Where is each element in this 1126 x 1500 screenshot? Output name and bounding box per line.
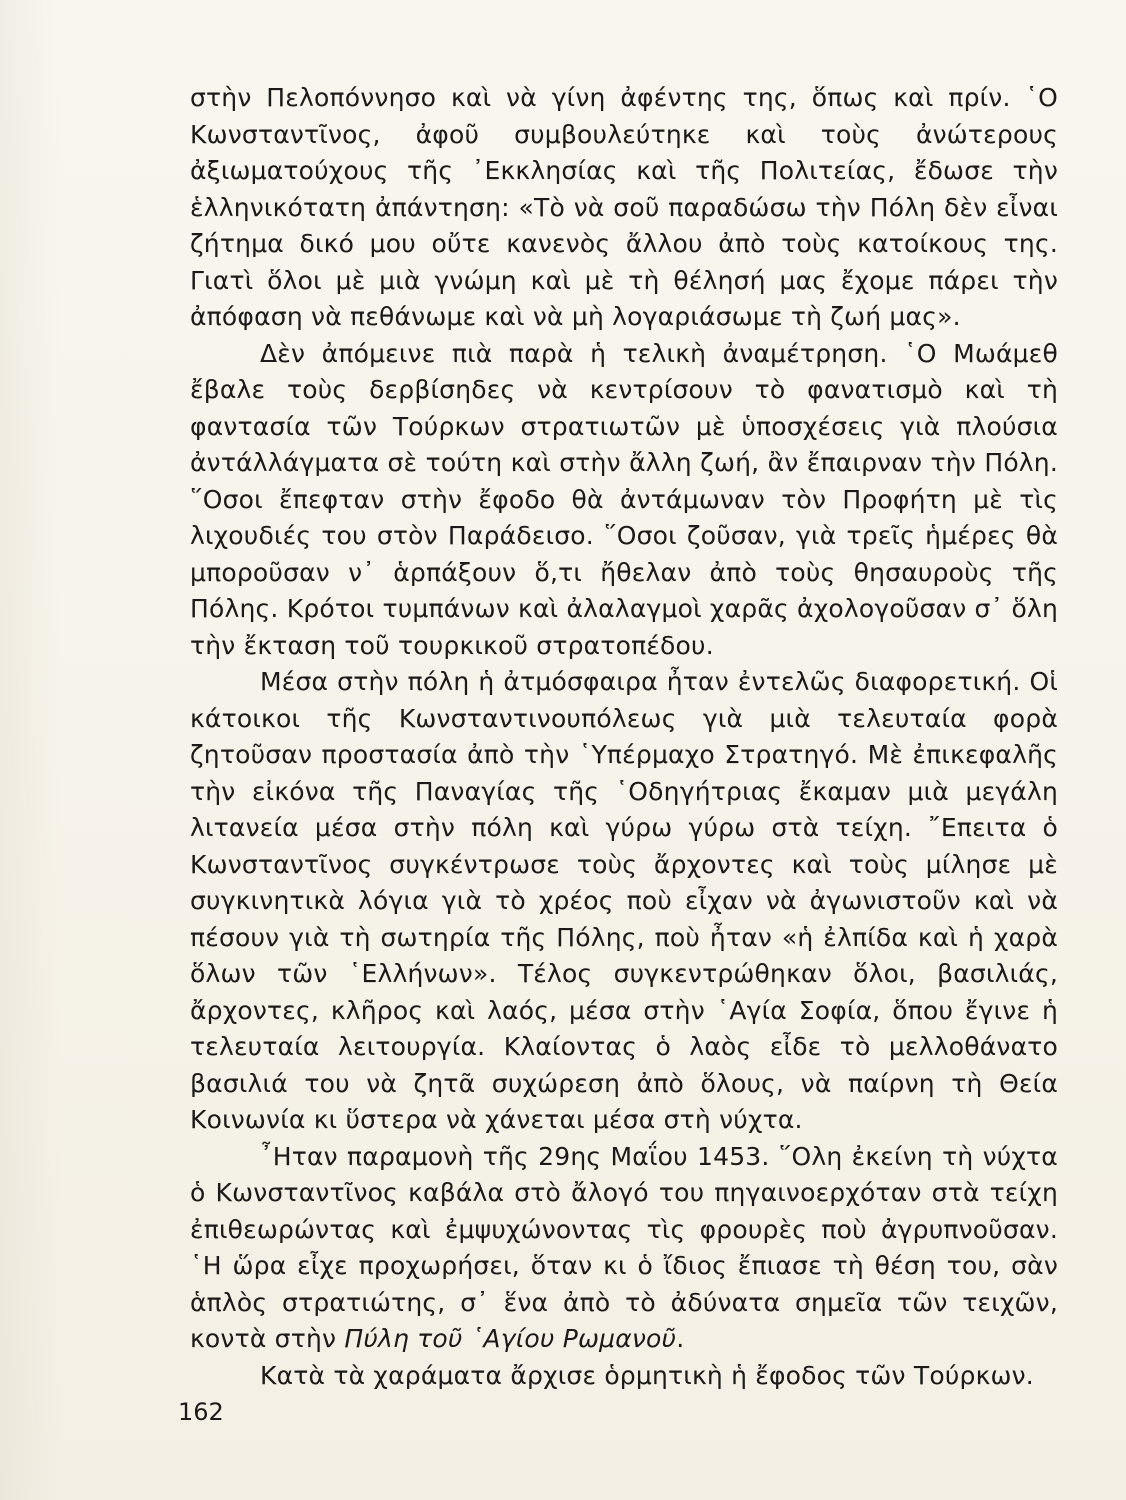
paragraph-2: Δὲν ἀπόμεινε πιὰ παρὰ ἡ τελικὴ ἀναμέτρηση. ῾Ο Μωάμεθ ἔβαλε τοὺς δερβίσηδες νὰ κεντρίσουν τὸ φανατισμὸ καὶ τὴ φαντασία τῶν Τούρκων στρατιωτῶν μὲ ὑποσχέσεις γιὰ πλούσια ἀντάλλάγματα σὲ τούτη καὶ στὴν ἄλλη ζωή, ἂν ἔπαιρναν τὴν Πόλη. ῞Οσοι ἔπεφταν στὴν ἔφοδο θὰ ἀντάμωναν τὸν Προφήτη μὲ τὶς λιχουδιές του στὸν Παράδεισο. ῞Οσοι ζοῦσαν, γιὰ τρεῖς ἡμέρες θὰ μποροῦσαν ν᾿ ἁρπάξουν ὅ,τι ἤθελαν ἀπὸ τοὺς θησαυροὺς τῆς Πόλης. Κρότοι τυμπάνων καὶ ἀλαλαγμοὶ χαρᾶς ἀχολογοῦσαν σ᾿ ὅλη τὴν ἔκταση τοῦ τουρκικοῦ στρατοπέδου.: [190, 338, 1058, 660]
paragraph-3: Μέσα στὴν πόλη ἡ ἀτμόσφαιρα ἦταν ἐντελῶς διαφορετική. Οἱ κάτοικοι τῆς Κωνσταντινουπόλεως γιὰ μιὰ τελευταία φορὰ ζητοῦσαν προστασία ἀπὸ τὴν ῾Υπέρμαχο Στρατηγό. Μὲ ἐπικεφαλῆς τὴν εἰκόνα τῆς Παναγίας τῆς ῾Οδηγήτριας ἔκαμαν μιὰ μεγάλη λιτανεία μέσα στὴν πόλη καὶ γύρω γύρω στὰ τείχη. ῎Επειτα ὁ Κωνσταντῖνος συγκέντρωσε τοὺς ἄρχοντες καὶ τοὺς μίλησε μὲ συγκινητικὰ λόγια γιὰ τὸ χρέος ποὺ εἶχαν νὰ ἀγωνιστοῦν καὶ νὰ πέσουν γιὰ τὴ σωτηρία τῆς Πόλης, ποὺ ἦταν «ἡ ἐλπίδα καὶ ἡ χαρὰ ὅλων τῶν ῾Ελλήνων». Τέλος συγκεντρώθηκαν ὅλοι, βασιλιάς, ἄρχοντες, κλῆρος καὶ λαός, μέσα στὴν ῾Αγία Σοφία, ὅπου ἔγινε ἡ τελευταία λειτουργία. Κλαίοντας ὁ λαὸς εἶδε τὸ μελλοθάνατο βασιλιά του νὰ ζητᾶ συχώρεση ἀπὸ ὅλους, νὰ παίρνη τὴ Θεία Κοινωνία κι ὕστερα νὰ χάνεται μέσα στὴ νύχτα.: [190, 667, 1058, 1134]
paragraph-4-text: ῏Ηταν παραμονὴ τῆς 29ης Μαΐου 1453. ῞Ολη ἐκείνη τὴ νύχτα ὁ Κωνσταντῖνος καβάλα στὸ ἄλογό του πηγαινοερχόταν στὰ τείχη ἐπιθεωρώντας καὶ ἐμψυχώνοντας τὶς φρουρὲς ποὺ ἀγρυπνοῦσαν. ῾Η ὥρα εἶχε προχωρήσει, ὅταν κι ὁ ἴδιος ἔπιασε τὴ θέση του, σὰν ἁπλὸς στρατιώτης, σ᾿ ἕνα ἀπὸ τὸ ἀδύνατα σημεῖα τῶν τειχῶν, κοντὰ στὴν: [190, 1141, 1058, 1353]
paragraph-5: Κατὰ τὰ χαράματα ἄρχισε ὁρμητικὴ ἡ ἔφοδος τῶν Τούρκων.: [260, 1360, 1034, 1390]
page-edge-shadow: [0, 0, 60, 1500]
gate-name-italic: Πύλη τοῦ ῾Αγίου Ρωμανοῦ: [344, 1324, 677, 1353]
body-text: [190, 80, 1058, 1394]
paragraph-4-end: .: [676, 1324, 685, 1353]
paragraph-4: [190, 1139, 1058, 1358]
paragraph-1: στὴν Πελοπόννησο καὶ νὰ γίνη ἀφέντης της, ὅπως καὶ πρίν. ῾Ο Κωνσταντῖνος, ἀφοῦ συμβουλεύτηκε καὶ τοὺς ἀνώτερους ἀξιωματούχους τῆς ᾿Εκκλησίας καὶ τῆς Πολιτείας, ἔδωσε τὴν ἑλληνικότατη ἀπάντηση: «Τὸ νὰ σοῦ παραδώσω τὴν Πόλη δὲν εἶναι ζήτημα δικό μου οὔτε κανενὸς ἄλλου ἀπὸ τοὺς κατοίκους της. Γιατὶ ὅλοι μὲ μιὰ γνώμη καὶ μὲ τὴ θέλησή μας ἔχομε πάρει τὴν ἀπόφαση νὰ πεθάνωμε καὶ νὰ μὴ λογαριάσωμε τὴ ζωή μας».: [190, 83, 1058, 331]
page-number: 162: [178, 1398, 224, 1426]
